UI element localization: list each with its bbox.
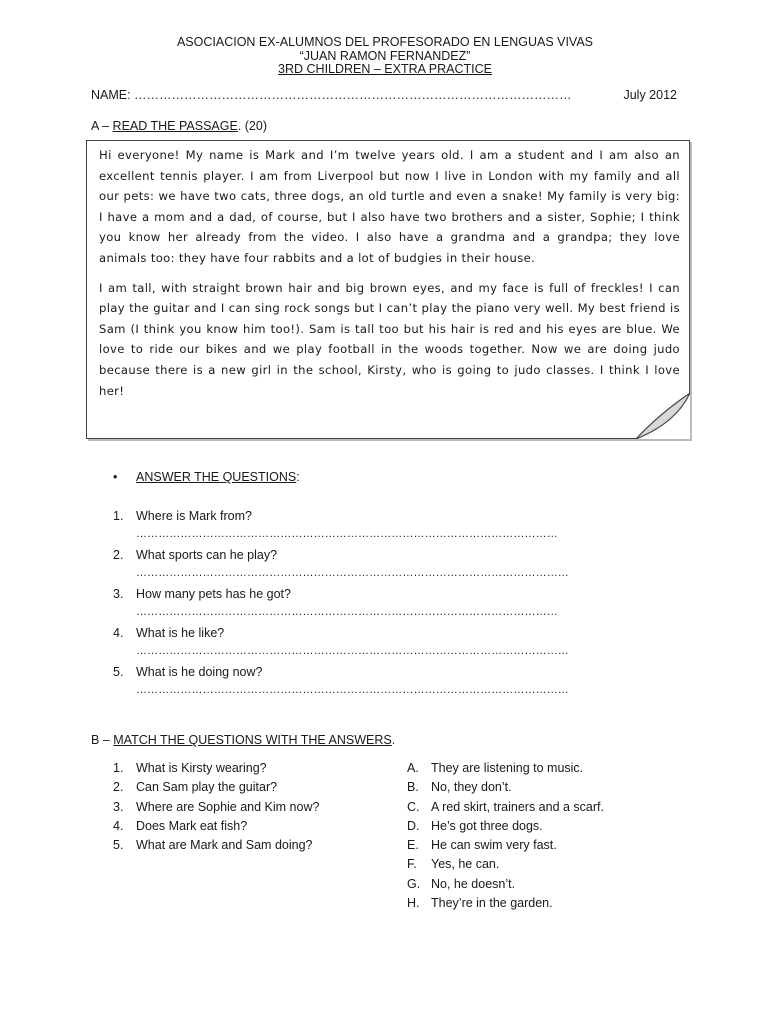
section-a-suffix: . (20) — [237, 119, 268, 133]
match-question-item — [113, 838, 319, 857]
match-answer-item — [407, 780, 604, 799]
match-answer-text: Yes, he can. — [431, 857, 500, 872]
question-number: 5. — [113, 665, 124, 679]
section-b-suffix: . — [391, 733, 396, 747]
question-text: What is he doing now? — [136, 665, 263, 679]
answer-questions-heading — [113, 470, 300, 484]
match-answer-text: They’re in the garden. — [431, 896, 553, 911]
match-answer-text: He can swim very fast. — [431, 838, 557, 853]
question-number: 2. — [113, 548, 124, 562]
match-answer-list — [407, 761, 604, 915]
question-text: What sports can he play? — [136, 548, 278, 562]
match-answer-text: No, he doesn’t. — [431, 876, 516, 891]
question-list — [113, 509, 683, 704]
question-item — [113, 509, 683, 548]
match-answer-letter: H. — [407, 896, 420, 911]
match-answer-item — [407, 877, 604, 896]
passage-paragraph-2: I am tall, with straight brown hair and big brown eyes, and my face is full of freckles! I can play the guitar and I can sing rock songs but I can’t play the piano very well. My best friend is Sam (I think you know him too!). Sam is tall too but his hair is red and his eyes are blue. We love to ride our bikes and we play football in the woods together. Now we are doing judo because there is a new girl in the school, Kirsty, who is going to judo classes. I think I love her! — [99, 280, 680, 398]
match-answer-item — [407, 819, 604, 838]
match-answer-letter: E. — [407, 838, 419, 853]
match-answer-letter: C. — [407, 799, 420, 814]
match-question-number: 5. — [113, 838, 124, 853]
name-label: NAME: …………………………………………………………………………………………… — [91, 88, 572, 102]
match-answer-letter: D. — [407, 818, 420, 833]
match-question-item — [113, 800, 319, 819]
answer-line[interactable]: ……………………………………………………………………………………………………… — [136, 567, 569, 579]
answer-line[interactable]: …………………………………………………………………………………………………… — [136, 528, 558, 540]
match-answer-letter: B. — [407, 780, 419, 795]
school-name: “JUAN RAMON FERNANDEZ” — [299, 48, 471, 63]
question-item — [113, 587, 683, 626]
section-b-heading — [91, 733, 395, 747]
match-question-item — [113, 761, 319, 780]
section-b-prefix: B – — [91, 733, 114, 747]
answer-line[interactable]: ……………………………………………………………………………………………………… — [136, 684, 569, 696]
name-row — [91, 88, 677, 102]
worksheet-title: 3RD CHILDREN – EXTRA PRACTICE — [278, 62, 492, 76]
match-question-item — [113, 780, 319, 799]
question-number: 1. — [113, 509, 124, 523]
document-header — [0, 36, 770, 77]
match-question-number: 4. — [113, 818, 124, 833]
match-question-number: 1. — [113, 761, 124, 775]
match-answer-letter: A. — [407, 761, 419, 775]
section-a-heading — [91, 119, 267, 133]
answer-questions-title: ANSWER THE QUESTIONS — [136, 470, 297, 484]
match-answer-item — [407, 857, 604, 876]
question-text: Where is Mark from? — [136, 509, 252, 523]
section-a-prefix: A – — [91, 119, 113, 133]
match-answer-item — [407, 838, 604, 857]
match-question-number: 3. — [113, 799, 124, 814]
answer-questions-suffix: : — [296, 470, 300, 484]
match-question-text: Can Sam play the guitar? — [136, 780, 278, 795]
match-question-text: What is Kirsty wearing? — [136, 761, 267, 775]
match-answer-text: A red skirt, trainers and a scarf. — [431, 799, 604, 814]
question-item — [113, 626, 683, 665]
match-answer-text: No, they don’t. — [431, 780, 512, 795]
match-question-item — [113, 819, 319, 838]
passage-paragraph-1: Hi everyone! My name is Mark and I’m twelve years old. I am a student and I am also an excellent tennis player. I am from Liverpool but now I live in London with my family and all our pets: we have two cats, three dogs, an old turtle and even a snake! My family is very big: I have a mom and a dad, of course, but I also have two brothers and a sister, Sophie; I think you know her already from the video. I also have a grandma and a grandpa; they love animals too: they have four rabbits and a lot of budgies in their house. — [99, 148, 680, 265]
match-question-text: Does Mark eat fish? — [136, 818, 248, 833]
match-question-list — [113, 761, 319, 857]
match-answer-letter: F. — [407, 857, 417, 872]
reading-passage — [99, 145, 680, 410]
match-answer-item — [407, 761, 604, 780]
question-text: What is he like? — [136, 626, 225, 640]
match-question-number: 2. — [113, 780, 124, 795]
match-answer-text: He’s got three dogs. — [431, 818, 543, 833]
match-answer-text: They are listening to music. — [431, 761, 584, 775]
answer-line[interactable]: ……………………………………………………………………………………………………… — [136, 645, 569, 657]
match-question-text: Where are Sophie and Kim now? — [136, 799, 320, 814]
match-answer-item — [407, 800, 604, 819]
question-number: 4. — [113, 626, 124, 640]
answer-line[interactable]: …………………………………………………………………………………………………… — [136, 606, 558, 618]
section-a-title: READ THE PASSAGE — [112, 119, 238, 133]
question-item — [113, 548, 683, 587]
match-answer-item — [407, 896, 604, 915]
section-b-title: MATCH THE QUESTIONS WITH THE ANSWERS — [113, 733, 392, 747]
match-answer-letter: G. — [407, 876, 421, 891]
question-text: How many pets has he got? — [136, 587, 291, 601]
question-item — [113, 665, 683, 704]
association-name: ASOCIACION EX-ALUMNOS DEL PROFESORADO EN LENGUAS VIVAS — [176, 35, 594, 49]
question-number: 3. — [113, 587, 124, 601]
date-label: July 2012 — [623, 88, 677, 102]
bullet-icon: • — [113, 470, 118, 484]
match-question-text: What are Mark and Sam doing? — [136, 838, 313, 853]
